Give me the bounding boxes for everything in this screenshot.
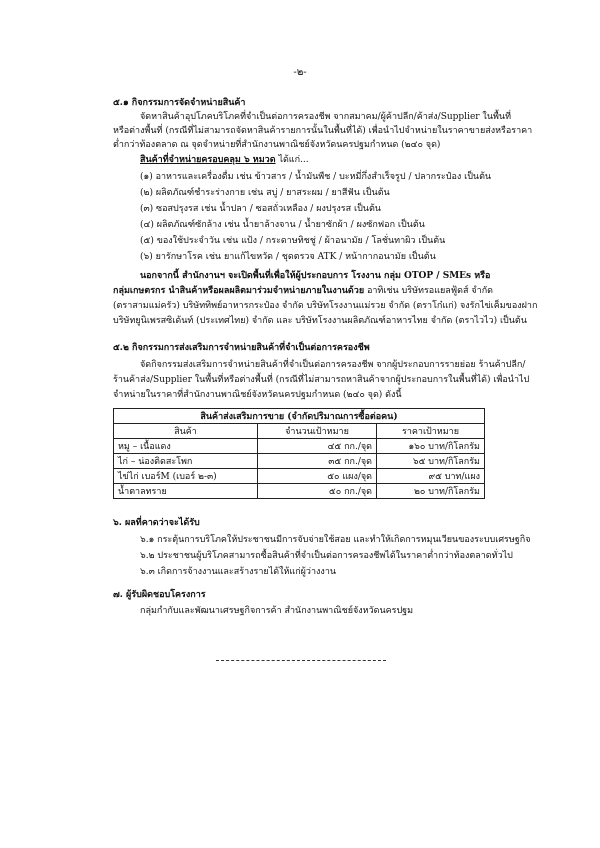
category-intro-rest: ได้แก่... xyxy=(275,155,309,165)
expected-result-item: ๖.๒ ประชาชนผู้บริโภคสามารถซื้อสินค้าที่จำเป็นต่อการครองชีพได้ในราคาต่ำกว่าท้องตลาดทั่วไป xyxy=(140,551,513,561)
category-item: (๔) ผลิตภัณฑ์ซักล้าง เช่น น้ำยาล้างจาน / น้ำยาซักผ้า / ผงซักฟอก เป็นต้น xyxy=(140,220,425,230)
section-5-2-para-line: ร้านค้าส่ง/Supplier ในพื้นที่หรือต่างพื้นที่ (กรณีที่ไม่สามารถหาสินค้าจากผู้ประกอบการในพื้นที่ได้) เพื่อนำไป xyxy=(113,375,530,385)
section-5-1-para-line: ต่ำกว่าท้องตลาด ณ จุดจำหน่ายที่สำนักงานพาณิชย์จังหวัดนครปฐมกำหนด (๒๔๐ จุด) xyxy=(113,140,441,150)
page-number: -๒- xyxy=(293,67,307,78)
note-line-bold: กลุ่มเกษตรกร นำสินค้าหรือผลผลิตมาร่วมจำหน่ายภายในงานด้วย xyxy=(113,286,365,296)
table-row xyxy=(114,469,485,484)
column-header: ราคาเป้าหมาย xyxy=(377,424,485,439)
product-cell: ไก่ – น่องติดสะโพก xyxy=(114,454,258,469)
target-price-cell: ๒๐ บาท/กิโลกรัม xyxy=(377,484,485,499)
promo-products-table xyxy=(113,408,485,499)
note-line xyxy=(113,286,493,297)
note-line: (ตราสามแม่ครัว) บริษัททิพย์อาหารกระป๋อง จำกัด บริษัทโรงงานแม่รวย จำกัด (ตราโก๋แก่) จงรักไข่เค็มของฝาก xyxy=(113,301,538,311)
section-5-1-para-line: จัดหาสินค้าอุปโภคบริโภคที่จำเป็นต่อการครองชีพ จากสมาคม/ผู้ค้าปลีก/ค้าส่ง/Supplier ในพื้นที่ xyxy=(140,112,511,122)
responsible-unit: กลุ่มกำกับและพัฒนาเศรษฐกิจการค้า สำนักงานพาณิชย์จังหวัดนครปฐม xyxy=(140,606,414,616)
end-divider xyxy=(216,660,386,661)
target-qty-cell: ๔๕ กก./จุด xyxy=(258,439,377,454)
category-item: (๑) อาหารและเครื่องดื่ม เช่น ข้าวสาร / น้ำมันพืช / บะหมี่กึ่งสำเร็จรูป / ปลากระป๋อง เป็นต้น xyxy=(140,172,492,182)
category-item: (๓) ซอสปรุงรส เช่น น้ำปลา / ซอสถั่วเหลือง / ผงปรุงรส เป็นต้น xyxy=(140,204,381,214)
target-qty-cell: ๕๐ กก./จุด xyxy=(258,484,377,499)
table-caption: สินค้าส่งเสริมการขาย (จำกัดปริมาณการซื้อต่อคน) xyxy=(114,409,485,424)
expected-result-item: ๖.๑ กระตุ้นการบริโภคให้ประชาชนมีการจับจ่ายใช้สอย และทำให้เกิดการหมุนเวียนของระบบเศรษฐกิจ xyxy=(140,535,531,545)
product-cell: ไข่ไก่ เบอร์M (เบอร์ ๒-๓) xyxy=(114,469,258,484)
category-item: (๒) ผลิตภัณฑ์ชำระร่างกาย เช่น สบู่ / ยาสระผม / ยาสีฟัน เป็นต้น xyxy=(140,188,390,198)
category-item: (๖) ยารักษาโรค เช่น ยาแก้ไขหวัด / ชุดตรวจ ATK / หน้ากากอนามัย เป็นต้น xyxy=(140,252,436,262)
category-item: (๕) ของใช้ประจำวัน เช่น แป้ง / กระดาษทิชชู่ / ผ้าอนามัย / โลชั่นทาผิว เป็นต้น xyxy=(140,236,446,246)
table-row xyxy=(114,454,485,469)
section-5-2-para-line: จำหน่ายในราคาที่สำนักงานพาณิชย์จังหวัดนครปฐมกำหนด (๒๔๐ จุด) ดังนี้ xyxy=(113,390,402,400)
expected-result-item: ๖.๓ เกิดการจ้างงานและสร้างรายได้ให้แก่ผู้ว่างงาน xyxy=(140,567,337,577)
section-5-2-heading: ๕.๒ กิจกรรมการส่งเสริมการจำหน่ายสินค้าที่จำเป็นต่อการครองชีพ xyxy=(113,343,370,353)
product-cell: น้ำตาลทราย xyxy=(114,484,258,499)
section-5-1-heading: ๕.๑ กิจกรรมการจัดจำหน่ายสินค้า xyxy=(113,98,246,108)
target-qty-cell: ๓๕ กก./จุด xyxy=(258,454,377,469)
target-price-cell: ๑๖๐ บาท/กิโลกรัม xyxy=(377,439,485,454)
table-caption-row xyxy=(114,409,485,424)
table-header-row xyxy=(114,424,485,439)
note-line-rest: อาทิเช่น บริษัทรอแยลฟู้ดส์ จำกัด xyxy=(364,286,493,296)
section-7-heading: ๗. ผู้รับผิดชอบโครงการ xyxy=(113,590,206,600)
section-5-1-para-line: หรือต่างพื้นที่ (กรณีที่ไม่สามารถจัดหาสินค้ารายการนั้นในพื้นที่ได้) เพื่อนำไปจำหน่ายในราคาขายส่งหรือราคา xyxy=(113,126,533,136)
note-line: บริษัทยูนิเพรสซิเด้นท์ (ประเทศไทย) จำกัด และ บริษัทโรงงานผลิตภัณฑ์อาหารไทย จำกัด (ตราไวไว) เป็นต้น xyxy=(113,316,527,326)
target-price-cell: ๖๕ บาท/กิโลกรัม xyxy=(377,454,485,469)
section-5-2-para-line: จัดกิจกรรมส่งเสริมการจำหน่ายสินค้าที่จำเป็นต่อการครองชีพ จากผู้ประกอบการรายย่อย ร้านค้าปลีก/ xyxy=(140,360,526,370)
product-cell: หมู – เนื้อแดง xyxy=(114,439,258,454)
table-row xyxy=(114,484,485,499)
column-header: สินค้า xyxy=(114,424,258,439)
target-price-cell: ๙๕ บาท/แผง xyxy=(377,469,485,484)
category-intro-label: สินค้าที่จำหน่ายครอบคลุม ๖ หมวด xyxy=(140,155,276,165)
section-6-heading: ๖. ผลที่คาดว่าจะได้รับ xyxy=(113,518,200,528)
table-row xyxy=(114,439,485,454)
note-line: นอกจากนี้ สำนักงานฯ จะเปิดพื้นที่เพื่อให้ผู้ประกอบการ โรงงาน กลุ่ม OTOP / SMEs หรือ xyxy=(140,271,491,281)
category-intro xyxy=(140,155,309,166)
target-qty-cell: ๕๐ แผง/จุด xyxy=(258,469,377,484)
column-header: จำนวนเป้าหมาย xyxy=(258,424,377,439)
